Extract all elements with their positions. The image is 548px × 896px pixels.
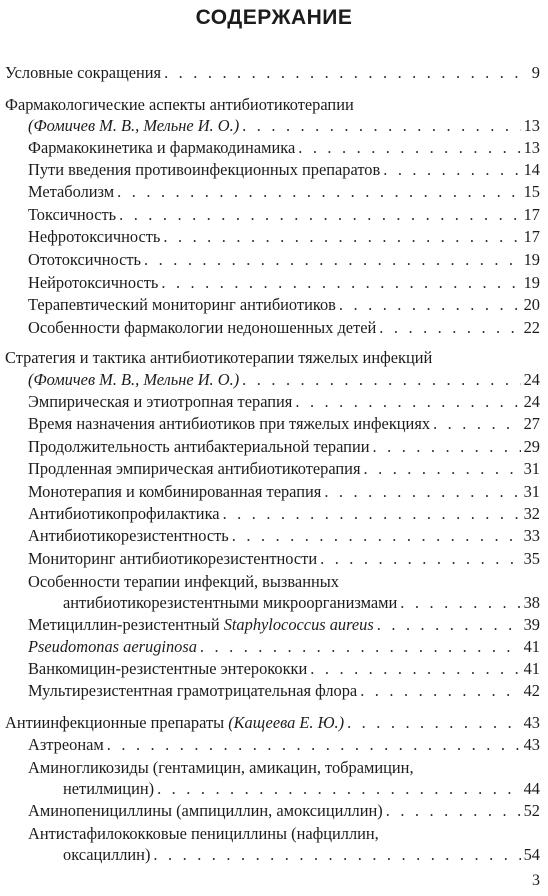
toc-dot-leader bbox=[386, 800, 521, 822]
toc-entry-text: Пути введения противоинфекционных препаратов bbox=[28, 160, 381, 179]
toc-entry-text: Нефротоксичность bbox=[28, 227, 161, 246]
toc-entry bbox=[28, 503, 540, 525]
toc-page-number: 19 bbox=[523, 250, 540, 269]
toc-dot-leader bbox=[107, 734, 521, 756]
toc-entry-text: Эмпирическая и этиотропная терапия bbox=[28, 392, 293, 411]
toc-page-number: 13 bbox=[523, 116, 540, 135]
toc-page-number: 17 bbox=[523, 227, 540, 246]
toc-entry-text: Время назначения антибиотиков при тяжелых инфекциях bbox=[28, 414, 431, 433]
toc-page-number: 17 bbox=[523, 205, 540, 224]
toc-entry bbox=[28, 204, 540, 226]
toc-entry-text: Аминопенициллины (ампициллин, амоксициллин) bbox=[28, 801, 383, 820]
toc-dot-leader bbox=[379, 317, 520, 339]
toc-entry-text: Токсичность bbox=[28, 205, 117, 224]
toc-entry-text: оксациллин) bbox=[63, 845, 151, 864]
toc-entry bbox=[28, 413, 540, 435]
toc-entry-text: Антистафилококковые пенициллины (нафциллин, bbox=[28, 824, 379, 843]
toc-entry bbox=[28, 369, 540, 391]
toc-page-number: 9 bbox=[531, 63, 540, 82]
toc-dot-leader bbox=[377, 614, 521, 636]
toc-dot-leader bbox=[157, 778, 521, 800]
toc-dot-leader bbox=[324, 481, 520, 503]
toc-entry-text: Условные сокращения bbox=[5, 63, 162, 82]
toc-dot-leader bbox=[117, 181, 520, 203]
toc-entry-text-plain: Антиинфекционные препараты bbox=[5, 713, 229, 732]
toc-entry-authors: (Фомичев М. В., Мельне И. О.) bbox=[28, 116, 240, 135]
toc-dot-leader bbox=[163, 226, 520, 248]
toc-section-heading bbox=[5, 712, 344, 734]
toc-entry-text: Pseudomonas aeruginosa bbox=[28, 637, 197, 656]
toc-dot-leader bbox=[310, 658, 520, 680]
toc-entry bbox=[28, 294, 540, 316]
toc-page-number: 41 bbox=[523, 637, 540, 656]
toc-entry-text bbox=[28, 614, 374, 636]
toc-entry bbox=[28, 436, 540, 458]
toc-page-number: 41 bbox=[523, 659, 540, 678]
toc-section-heading: Стратегия и тактика антибиотикотерапии тяжелых инфекций bbox=[5, 348, 433, 367]
toc-entry-text: Антибиотикорезистентность bbox=[28, 526, 229, 545]
toc-entry bbox=[28, 226, 540, 248]
toc-entry bbox=[28, 137, 540, 159]
toc-entry-text: Продленная эмпирическая антибиотикотерапия bbox=[28, 459, 361, 478]
toc-page-number: 13 bbox=[523, 138, 540, 157]
toc-entry-text: Нейротоксичность bbox=[28, 273, 159, 292]
toc-page-number: 44 bbox=[523, 779, 540, 798]
toc-entry bbox=[28, 734, 540, 756]
toc-entry bbox=[28, 159, 540, 181]
toc-page-number: 24 bbox=[523, 392, 540, 411]
toc-entry bbox=[28, 458, 540, 480]
toc-entry-text: Азтреонам bbox=[28, 735, 104, 754]
toc-entry-text-italic: Staphylococcus aureus bbox=[223, 615, 374, 634]
toc-page-number: 39 bbox=[523, 615, 540, 634]
toc-page-number: 22 bbox=[523, 318, 540, 337]
toc-page-number: 43 bbox=[523, 735, 540, 754]
toc-entry-authors: (Фомичев М. В., Мельне И. О.) bbox=[28, 370, 240, 389]
toc-page-number: 42 bbox=[523, 681, 540, 700]
toc-entry bbox=[28, 115, 540, 137]
toc-dot-leader bbox=[119, 204, 521, 226]
toc-entry bbox=[28, 614, 540, 636]
toc-page-number: 14 bbox=[523, 160, 540, 179]
toc-entry bbox=[28, 658, 540, 680]
toc-entry bbox=[5, 712, 540, 734]
toc-dot-leader bbox=[295, 391, 520, 413]
toc-entry-text: Монотерапия и комбинированная терапия bbox=[28, 482, 322, 501]
toc-dot-leader bbox=[200, 636, 521, 658]
toc-dot-leader bbox=[232, 525, 521, 547]
toc-dot-leader bbox=[223, 503, 521, 525]
toc-dot-leader bbox=[242, 369, 520, 391]
toc-dot-leader bbox=[242, 115, 520, 137]
toc-dot-leader bbox=[347, 712, 521, 734]
toc-entry-text: антибиотикорезистентными микроорганизмами bbox=[63, 593, 398, 612]
toc-entry-text: Фармакокинетика и фармакодинамика bbox=[28, 138, 296, 157]
toc-page-number: 38 bbox=[523, 593, 540, 612]
toc-entry-text: Мониторинг антибиотикорезистентности bbox=[28, 549, 318, 568]
toc-section-heading: Фармакологические аспекты антибиотикотерапии bbox=[5, 95, 354, 114]
toc-entry bbox=[63, 778, 540, 800]
toc-dot-leader bbox=[433, 413, 521, 435]
toc-dot-leader bbox=[320, 548, 521, 570]
toc-dot-leader bbox=[144, 249, 521, 271]
toc-dot-leader bbox=[373, 436, 521, 458]
toc-entry bbox=[28, 680, 540, 702]
toc-entry bbox=[28, 481, 540, 503]
toc-page-number: 15 bbox=[523, 182, 540, 201]
toc-entry bbox=[28, 249, 540, 271]
toc-entry bbox=[28, 272, 540, 294]
toc-page-number: 20 bbox=[523, 295, 540, 314]
toc-page-number: 54 bbox=[523, 845, 540, 864]
toc-entry bbox=[28, 391, 540, 413]
toc-entry bbox=[63, 844, 540, 866]
toc-page-number: 35 bbox=[523, 549, 540, 568]
toc-entry-text: Антибиотикопрофилактика bbox=[28, 504, 220, 523]
toc-entry-text: Ванкомицин-резистентные энтерококки bbox=[28, 659, 308, 678]
toc-entry-text: Терапевтический мониторинг антибиотиков bbox=[28, 295, 336, 314]
toc-dot-leader bbox=[161, 272, 520, 294]
toc-entry bbox=[28, 181, 540, 203]
toc-page-number: 31 bbox=[523, 459, 540, 478]
page-title: СОДЕРЖАНИЕ bbox=[195, 6, 353, 29]
toc-entry-text: Метаболизм bbox=[28, 182, 115, 201]
toc-page-number: 52 bbox=[523, 801, 540, 820]
toc-dot-leader bbox=[360, 680, 520, 702]
toc-page-number: 32 bbox=[523, 504, 540, 523]
toc-entry-text-plain: Метициллин-резистентный bbox=[28, 615, 224, 634]
toc-entry-text: Ототоксичность bbox=[28, 250, 142, 269]
toc-dot-leader bbox=[364, 458, 521, 480]
toc-entry bbox=[28, 800, 540, 822]
toc-dot-leader bbox=[298, 137, 520, 159]
toc-dot-leader bbox=[164, 62, 529, 84]
toc-entry bbox=[28, 548, 540, 570]
toc-entry-authors: (Кащеева Е. Ю.) bbox=[228, 713, 345, 732]
toc-entry-text: Особенности фармакологии недоношенных детей bbox=[28, 318, 377, 337]
toc-page-number: 24 bbox=[523, 370, 540, 389]
toc-page-number: 29 bbox=[523, 437, 540, 456]
toc-dot-leader bbox=[153, 844, 520, 866]
toc-dot-leader bbox=[383, 159, 520, 181]
toc-page-number: 33 bbox=[523, 526, 540, 545]
toc-entry-text: Особенности терапии инфекций, вызванных bbox=[28, 572, 339, 591]
page-number: 3 bbox=[532, 872, 540, 889]
toc-page-number: 19 bbox=[523, 273, 540, 292]
toc-entry-text: Продолжительность антибактериальной терапии bbox=[28, 437, 370, 456]
toc-dot-leader bbox=[339, 294, 521, 316]
toc-page-number: 31 bbox=[523, 482, 540, 501]
toc-entry bbox=[5, 62, 540, 84]
toc-page-number: 43 bbox=[523, 713, 540, 732]
toc-entry bbox=[28, 636, 540, 658]
toc-entry-text: Аминогликозиды (гентамицин, амикацин, тобрамицин, bbox=[28, 758, 414, 777]
toc-entry bbox=[28, 317, 540, 339]
toc-entry-text: нетилмицин) bbox=[63, 779, 155, 798]
toc-entry bbox=[28, 525, 540, 547]
toc-entry bbox=[63, 592, 540, 614]
toc-page-number: 27 bbox=[523, 414, 540, 433]
toc-dot-leader bbox=[400, 592, 520, 614]
toc-entry-text: Мультирезистентная грамотрицательная флора bbox=[28, 681, 358, 700]
